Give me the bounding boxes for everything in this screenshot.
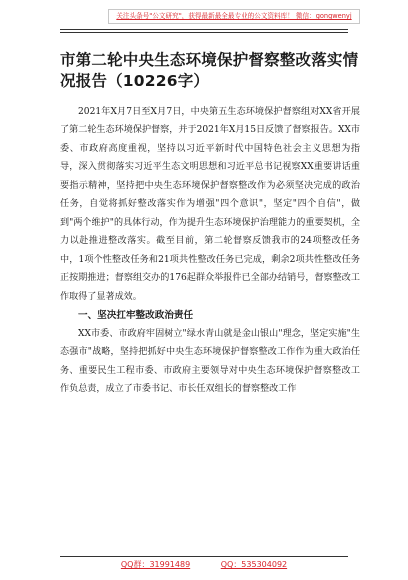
intro-paragraph: 2021年X月7日至X月7日，中央第五生态环境保护督察组对XX省开展了第二轮生态环境保护督察，并于2021年X月15日反馈了督察报告。XX市委、市政府高度重视，坚持以习近平新时代中国特色社会主义思想为指导，深入贯彻落实习近平生态文明思想和习近平总书记视察XX重要讲话重要指示精神，坚持把中央生态环境保护督察整改作为必须坚决完成的政治任务，自觉将抓好整改落实作为增强"四个意识"，坚定"四个自信"，做到"两个维护"的具体行动，作为提升生态环境保护治理能力的重要契机，全力以赴推进整改落实。截至目前，第二轮督察反馈我市的24项整改任务中，1项个性整改任务和21项共性整改任务已完成，剩余2项共性整改任务正按期推进；督察组交办的176起群众举报件已全部办结销号，督察整改工作取得了显著成效。 <box>60 107 360 302</box>
footer <box>0 559 408 570</box>
header-rule-secondary <box>60 32 348 33</box>
footer-qq[interactable]: QQ：535304092 <box>220 560 288 569</box>
header-rule <box>60 29 348 30</box>
document-title: 市第二轮中央生态环境保护督察整改落实情况报告（10226字） <box>60 51 359 90</box>
header-banner[interactable]: 关注头条号"公文研究"，获得最新最全最专业的公文资料库！ 微信：gongwenyj <box>108 9 360 24</box>
footer-rule <box>60 556 348 557</box>
section-heading-1: 一、坚决扛牢整改政治责任 <box>78 309 194 321</box>
section-1-paragraph: XX市委、市政府牢固树立"绿水青山就是金山银山"理念，坚定实施"生态强市"战略，坚持把抓好中央生态环境保护督察整改工作作为重大政治任务、重要民生工程市委、市政府主要领导对中央生态环境保护督察整改工作负总责，成立了市委书记、市长任双组长的督察整改工作 <box>60 328 360 395</box>
footer-qq-group[interactable]: QQ群：31991489 <box>120 560 191 569</box>
document-body <box>60 103 360 399</box>
